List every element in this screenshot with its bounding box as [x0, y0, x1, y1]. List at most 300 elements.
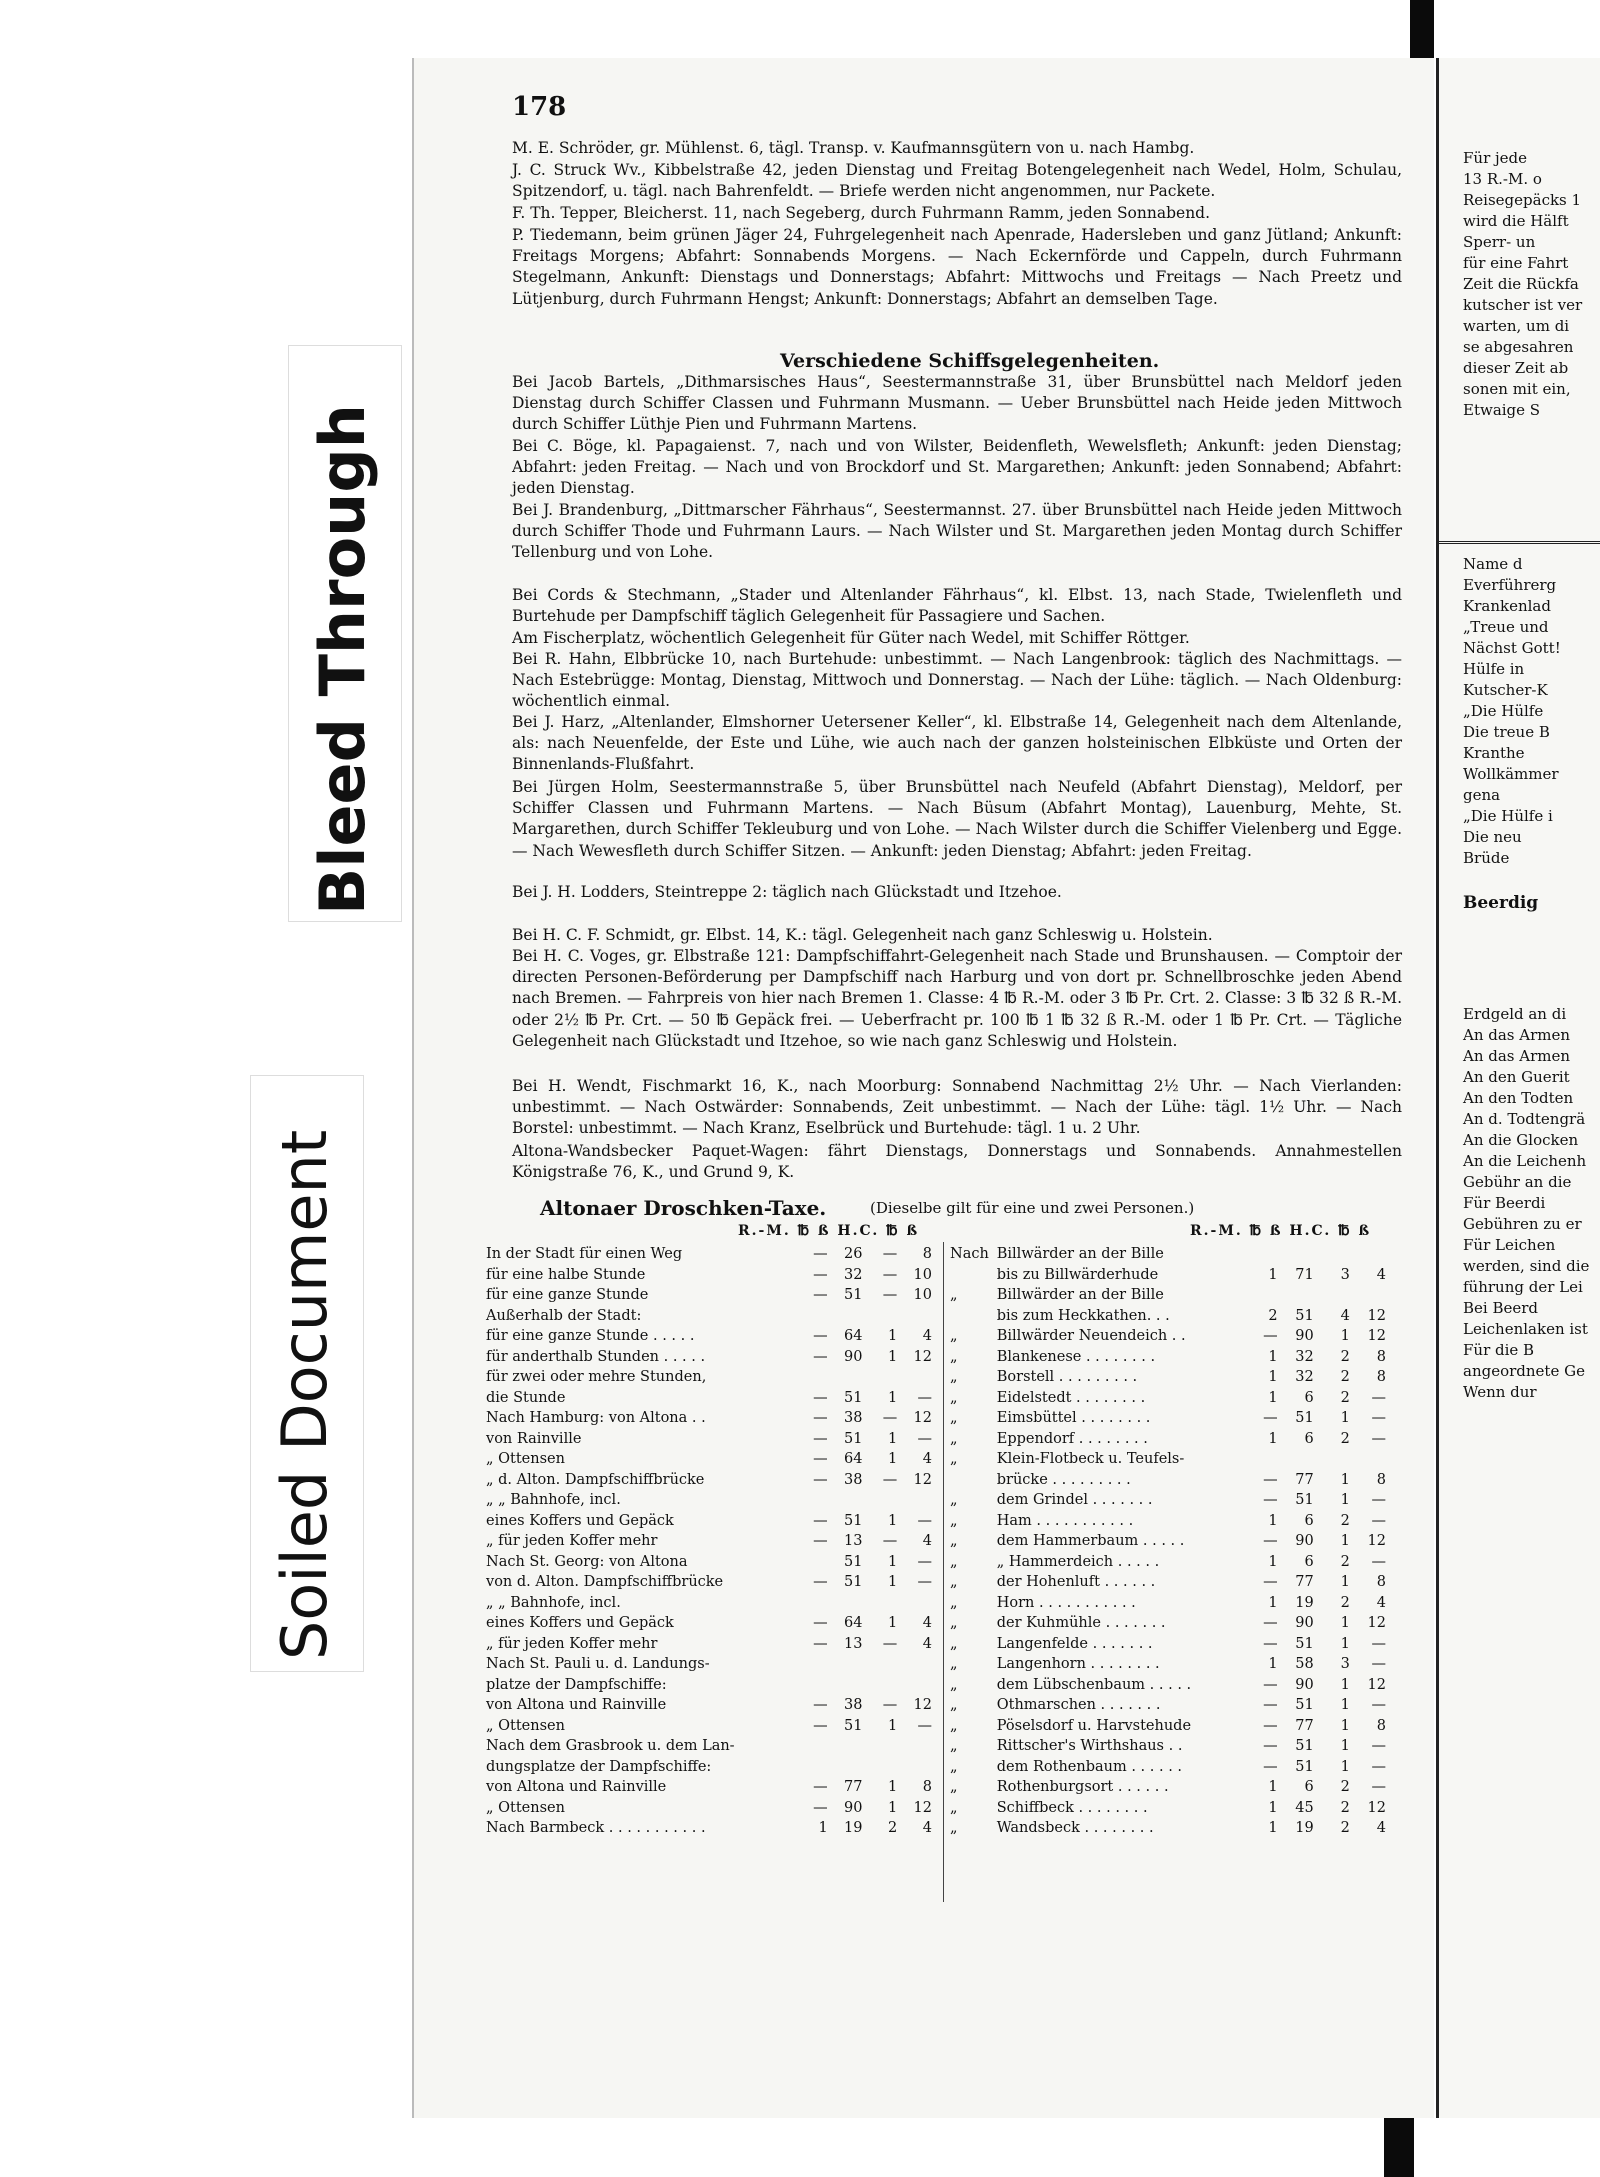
taxe-cell: 2	[1340, 1779, 1350, 1796]
taxe-cell	[864, 1736, 899, 1757]
adjacent-page-line: 13 R.-M. o	[1463, 170, 1542, 188]
section-heading: Verschiedene Schiffsgelegenheiten.	[780, 350, 1160, 372]
taxe-cell: für eine ganze Stunde . . . . .	[486, 1328, 695, 1345]
taxe-row	[948, 1244, 1388, 1265]
taxe-cell: Horn . . . . . . . . . . .	[996, 1594, 1136, 1611]
taxe-cell: 51	[1295, 1307, 1314, 1324]
taxe-cell: 4	[922, 1635, 932, 1652]
taxe-cell	[1243, 1285, 1279, 1306]
taxe-cell: 32	[1295, 1348, 1314, 1365]
taxe-cell: 2	[1268, 1307, 1278, 1324]
adjacent-page-bottom-text	[1439, 1004, 1600, 1403]
taxe-cell: 51	[843, 1512, 863, 1529]
taxe-cell: Billwärder an der Bille	[996, 1287, 1164, 1304]
taxe-cell: 1	[1340, 1574, 1350, 1591]
ship-paragraph: Bei Jürgen Holm, Seestermannstraße 5, über Brunsbüttel nach Neufeld (Abfahrt Dienstag), Meldorf, per Schiffer Classen und Fuhrmann Martens. — Nach Büsum (Abfahrt Montag), Lauenburg, Mehte, St. Margarethen, durch Schiffer Tekleuburg und von Lohe. — Nach Wilster durch die Schiffer Vielenberg und Egge. — Nach Wewesfleth durch Schiffer Sitzen. — Ankunft: jeden Dienstag; Abfahrt: jeden Freitag.	[512, 778, 1402, 860]
taxe-cell: 12	[913, 1348, 932, 1365]
taxe-cell: —	[1263, 1676, 1278, 1693]
taxe-row	[484, 1306, 934, 1327]
taxe-cell	[864, 1490, 899, 1511]
taxe-cell	[795, 1654, 830, 1675]
taxe-cell: „	[950, 1492, 958, 1509]
adjacent-page-line: Für Beerdi	[1463, 1194, 1546, 1212]
taxe-cell: —	[1371, 1492, 1386, 1509]
taxe-row	[948, 1388, 1388, 1409]
taxe-cell: —	[917, 1553, 932, 1570]
taxe-cell: Nach Barmbeck . . . . . . . . . . .	[486, 1820, 706, 1837]
taxe-cell: „ Hammerdeich . . . . .	[996, 1553, 1160, 1570]
taxe-cell: 51	[1295, 1410, 1314, 1427]
taxe-cell: 1	[818, 1820, 828, 1837]
taxe-cell	[864, 1306, 899, 1327]
taxe-cell: platze der Dampfschiffe:	[486, 1676, 667, 1693]
taxe-row	[948, 1593, 1388, 1614]
taxe-cell: 45	[1295, 1799, 1314, 1816]
taxe-row	[484, 1552, 934, 1573]
adjacent-page-line: Für jede	[1463, 149, 1528, 167]
taxe-cell: —	[813, 1635, 828, 1652]
taxe-cell: Ham . . . . . . . . . . .	[996, 1512, 1134, 1529]
taxe-cell: Eimsbüttel . . . . . . . .	[996, 1410, 1151, 1427]
adjacent-page-line: se abgesahren	[1463, 338, 1574, 356]
taxe-cell: —	[1263, 1615, 1278, 1632]
ship-paragraph: Bei C. Böge, kl. Papagaienst. 7, nach und von Wilster, Beidenfleth, Wewelsfleth; Ankunft: jeden Dienstag; Abfahrt: jeden Freitag. — Nach und von Brockdorf und St. Margarethen; Ankunft: jeden Sonnabend; Abfahrt: jeden Dienstag.	[512, 437, 1402, 498]
taxe-cell: 1	[1340, 1328, 1350, 1345]
taxe-cell: 8	[922, 1779, 932, 1796]
taxe-cell: „	[950, 1594, 958, 1611]
taxe-row	[484, 1654, 934, 1675]
taxe-cell: 2	[1340, 1348, 1350, 1365]
taxe-cell: —	[882, 1635, 898, 1652]
taxe-cell: der Hohenluft . . . . . .	[996, 1574, 1156, 1591]
taxe-row	[484, 1470, 934, 1491]
taxe-cell: Blankenese . . . . . . . .	[996, 1348, 1156, 1365]
taxe-cell	[948, 1265, 995, 1286]
taxe-cell	[830, 1306, 865, 1327]
ship-paragraph: Bei Cords & Stechmann, „Stader und Altenlander Fährhaus“, kl. Elbst. 13, nach Stade, Twielenfleth und Burtehude per Dampfschiff täglich Gelegenheit für Passagiere und Sachen.	[512, 586, 1402, 626]
taxe-cell: Eidelstedt . . . . . . . .	[996, 1389, 1146, 1406]
taxe-cell: 2	[1340, 1799, 1350, 1816]
ship-paragraph: Bei Jacob Bartels, „Dithmarsisches Haus“, Seestermannstraße 31, über Brunsbüttel nach Meldorf jeden Dienstag durch Schiffer Classen und Fuhrmann Musmann. — Ueber Brunsbüttel nach Heide jeden Mittwoch durch Schiffer Lüthje Pien und Fuhrmann Martens.	[512, 373, 1402, 434]
taxe-title: Altonaer Droschken-Taxe.	[540, 1196, 827, 1220]
adjacent-page-line: Etwaige S	[1463, 401, 1541, 419]
taxe-cell: Rittscher's Wirthshaus . .	[996, 1738, 1183, 1755]
taxe-row	[484, 1388, 934, 1409]
taxe-cell	[830, 1757, 865, 1778]
taxe-cell: —	[882, 1533, 898, 1550]
adjacent-page-line: werden, sind die	[1463, 1257, 1590, 1275]
taxe-cell: 3	[1340, 1656, 1350, 1673]
taxe-cell	[1352, 1244, 1388, 1265]
taxe-cell	[795, 1675, 830, 1696]
soiled-document-label: Soiled Document	[268, 1129, 341, 1660]
taxe-row	[484, 1593, 934, 1614]
taxe-cell: —	[813, 1799, 828, 1816]
taxe-row	[948, 1716, 1388, 1737]
taxe-row	[948, 1675, 1388, 1696]
taxe-cell: —	[813, 1451, 828, 1468]
taxe-cell: 4	[1376, 1266, 1386, 1283]
taxe-cell: für zwei oder mehre Stunden,	[486, 1369, 707, 1386]
taxe-cell: 12	[1367, 1307, 1386, 1324]
taxe-cell: 32	[1295, 1369, 1314, 1386]
taxe-cell: 1	[887, 1512, 898, 1529]
taxe-row	[948, 1777, 1388, 1798]
taxe-cell: 6	[1304, 1779, 1314, 1796]
adjacent-page-line: Zeit die Rückfa	[1463, 275, 1579, 293]
taxe-cell: Nach Hamburg: von Altona . .	[486, 1410, 706, 1427]
taxe-cell: 64	[843, 1451, 863, 1468]
taxe-cell: —	[882, 1410, 898, 1427]
taxe-row	[484, 1613, 934, 1634]
taxe-cell: 19	[1295, 1594, 1314, 1611]
taxe-cell	[1316, 1244, 1352, 1265]
taxe-cell: 12	[1367, 1328, 1386, 1345]
taxe-row	[948, 1470, 1388, 1491]
taxe-cell: —	[813, 1328, 828, 1345]
adjacent-page-line: Sperr- un	[1463, 233, 1536, 251]
taxe-cell: Wandsbeck . . . . . . . .	[996, 1820, 1154, 1837]
adjacent-page-table-line: Everführerg	[1463, 576, 1557, 594]
taxe-cell: —	[1263, 1533, 1278, 1550]
taxe-cell: —	[1371, 1389, 1386, 1406]
taxe-cell: 1	[887, 1717, 898, 1734]
taxe-cell: 77	[843, 1779, 863, 1796]
taxe-cell	[1243, 1449, 1279, 1470]
taxe-row	[484, 1798, 934, 1819]
taxe-cell: „	[950, 1410, 958, 1427]
taxe-cell: —	[1263, 1574, 1278, 1591]
taxe-cell: 4	[1376, 1820, 1386, 1837]
taxe-cell: 12	[913, 1410, 932, 1427]
taxe-cell: „	[950, 1676, 958, 1693]
taxe-cell: 19	[843, 1820, 863, 1837]
taxe-row	[948, 1818, 1388, 1839]
taxe-cell: „	[950, 1635, 958, 1652]
taxe-cell: 1	[1340, 1635, 1350, 1652]
taxe-row	[484, 1408, 934, 1429]
taxe-cell: —	[813, 1266, 828, 1283]
taxe-cell	[864, 1593, 899, 1614]
taxe-row	[484, 1367, 934, 1388]
taxe-cell: „	[950, 1328, 958, 1345]
taxe-cell: 1	[1340, 1738, 1350, 1755]
taxe-row	[948, 1449, 1388, 1470]
taxe-cell: 1	[1340, 1758, 1350, 1775]
taxe-cell: 1	[887, 1574, 898, 1591]
taxe-cell: dem Rothenbaum . . . . . .	[996, 1758, 1183, 1775]
taxe-cell: 51	[1295, 1697, 1314, 1714]
taxe-cell: für eine ganze Stunde	[486, 1287, 649, 1304]
taxe-row	[948, 1490, 1388, 1511]
taxe-row	[484, 1818, 934, 1839]
taxe-cell: die Stunde	[486, 1389, 566, 1406]
taxe-cell: Rothenburgsort . . . . . .	[996, 1779, 1169, 1796]
taxe-cell: 1	[887, 1348, 898, 1365]
adjacent-page-line: An den Todten	[1463, 1089, 1574, 1107]
taxe-cell: bis zum Heckkathen. . .	[996, 1307, 1170, 1324]
adjacent-page-table-line: gena	[1463, 786, 1501, 804]
taxe-cell: —	[1263, 1635, 1278, 1652]
adjacent-page-line: Gebühr an die	[1463, 1173, 1572, 1191]
page-number: 178	[512, 92, 567, 122]
taxe-cell: —	[1263, 1717, 1278, 1734]
ship-paragraph: Altona-Wandsbecker Paquet-Wagen: fährt Dienstags, Donnerstags und Sonnabends. Annahmestellen Königstraße 76, K., und Grund 9, K.	[512, 1142, 1402, 1182]
taxe-cell	[948, 1306, 995, 1327]
taxe-row	[484, 1490, 934, 1511]
taxe-cell: 2	[1340, 1389, 1350, 1406]
ship-paragraph: Bei H. Wendt, Fischmarkt 16, K., nach Moorburg: Sonnabend Nachmittag 2½ Uhr. — Nach Vierlanden: unbestimmt. — Nach Ostwärder: Sonnabends, Zeit unbestimmt. — Nach der Lühe: tägl. 1½ Uhr. — Nach Borstel: unbestimmt. — Nach Kranz, Eselbrück und Burtehude: tägl. 1 u. 2 Uhr.	[512, 1077, 1402, 1138]
taxe-row	[484, 1777, 934, 1798]
taxe-row	[948, 1634, 1388, 1655]
adjacent-page-table-line: Wollkämmer	[1463, 765, 1559, 783]
taxe-cell: „	[950, 1533, 958, 1550]
taxe-cell: 1	[1340, 1533, 1350, 1550]
taxe-cell: —	[813, 1615, 828, 1632]
taxe-cell: —	[1263, 1738, 1278, 1755]
taxe-cell: —	[1263, 1697, 1278, 1714]
taxe-table-left	[484, 1244, 934, 1839]
taxe-row	[484, 1511, 934, 1532]
taxe-row	[484, 1347, 934, 1368]
taxe-cell: 51	[1295, 1738, 1314, 1755]
taxe-note: (Dieselbe gilt für eine und zwei Personen.)	[870, 1199, 1195, 1217]
taxe-cell: —	[882, 1697, 898, 1714]
adjacent-page-line: Bei Beerd	[1463, 1299, 1539, 1317]
taxe-cell	[899, 1490, 934, 1511]
taxe-cell: Nach dem Grasbrook u. dem Lan-	[486, 1738, 735, 1755]
taxe-cell: Billwärder an der Bille	[996, 1246, 1164, 1263]
taxe-cell: 1	[1268, 1512, 1278, 1529]
adjacent-page-table-line: Die neu	[1463, 828, 1522, 846]
adjacent-page-table-line: „Die Hülfe i	[1463, 807, 1553, 825]
taxe-cell: 38	[843, 1410, 863, 1427]
taxe-cell: 51	[843, 1389, 863, 1406]
taxe-cell: 1	[887, 1430, 898, 1447]
taxe-cell: 10	[913, 1266, 932, 1283]
taxe-cell	[830, 1675, 865, 1696]
taxe-cell: 8	[1376, 1348, 1386, 1365]
taxe-cell: —	[813, 1410, 828, 1427]
taxe-cell: 77	[1295, 1717, 1314, 1734]
taxe-cell: 1	[1268, 1389, 1278, 1406]
taxe-cell: 4	[922, 1533, 932, 1550]
taxe-row	[948, 1367, 1388, 1388]
taxe-cell: Billwärder Neuendeich . .	[996, 1328, 1186, 1345]
taxe-cell: 13	[843, 1533, 863, 1550]
taxe-column-header-right: R.-M. ℔ ß H.C. ℔ ß	[1190, 1223, 1372, 1239]
taxe-cell: 1	[1268, 1369, 1278, 1386]
taxe-cell: „ Ottensen	[486, 1717, 565, 1734]
taxe-cell: —	[1263, 1758, 1278, 1775]
adjacent-page-table-line: Brüde	[1463, 849, 1510, 867]
taxe-cell: 1	[1268, 1799, 1278, 1816]
taxe-cell: —	[1371, 1410, 1386, 1427]
taxe-cell	[1280, 1244, 1316, 1265]
adjacent-page-line: führung der Lei	[1463, 1278, 1583, 1296]
taxe-cell: 64	[843, 1328, 863, 1345]
taxe-cell: 10	[913, 1287, 932, 1304]
taxe-cell: 8	[1376, 1369, 1386, 1386]
taxe-row	[484, 1675, 934, 1696]
taxe-cell: 1	[1268, 1430, 1278, 1447]
taxe-cell: 6	[1304, 1389, 1314, 1406]
ship-paragraph: Bei H. C. F. Schmidt, gr. Elbst. 14, K.: tägl. Gelegenheit nach ganz Schleswig u. Holstein.	[512, 926, 1213, 944]
adjacent-page-line: An die Glocken	[1463, 1131, 1579, 1149]
taxe-cell	[864, 1675, 899, 1696]
taxe-cell: 1	[887, 1553, 898, 1570]
taxe-cell: 8	[1376, 1471, 1386, 1488]
taxe-cell: —	[1371, 1758, 1386, 1775]
taxe-cell: —	[1371, 1697, 1386, 1714]
taxe-cell: 2	[887, 1820, 898, 1837]
taxe-cell: 4	[922, 1820, 932, 1837]
taxe-cell: Klein-Flotbeck u. Teufels-	[996, 1451, 1185, 1468]
taxe-row	[484, 1244, 934, 1265]
taxe-row	[484, 1695, 934, 1716]
taxe-row	[948, 1531, 1388, 1552]
taxe-cell: —	[1371, 1512, 1386, 1529]
taxe-row	[948, 1736, 1388, 1757]
taxe-cell: Nach St. Georg: von Altona	[486, 1553, 688, 1570]
taxe-cell	[899, 1654, 934, 1675]
adjacent-page-line: sonen mit ein,	[1463, 380, 1571, 398]
adjacent-page-line: Gebühren zu er	[1463, 1215, 1582, 1233]
taxe-cell	[899, 1367, 934, 1388]
taxe-row	[948, 1347, 1388, 1368]
taxe-cell: 4	[1376, 1594, 1386, 1611]
taxe-cell: —	[1371, 1738, 1386, 1755]
taxe-cell: —	[917, 1574, 932, 1591]
taxe-cell: 71	[1295, 1266, 1314, 1283]
taxe-cell: —	[813, 1574, 828, 1591]
taxe-cell: 1	[887, 1389, 898, 1406]
taxe-row	[948, 1572, 1388, 1593]
taxe-cell	[830, 1654, 865, 1675]
taxe-cell: —	[917, 1512, 932, 1529]
taxe-cell: 90	[1295, 1676, 1314, 1693]
taxe-cell: eines Koffers und Gepäck	[486, 1512, 674, 1529]
taxe-cell: von d. Alton. Dampfschiffbrücke	[486, 1574, 724, 1591]
taxe-cell: —	[917, 1389, 932, 1406]
taxe-cell: 51	[843, 1574, 863, 1591]
taxe-cell: —	[813, 1697, 828, 1714]
taxe-cell: 12	[913, 1697, 932, 1714]
taxe-row	[948, 1306, 1388, 1327]
taxe-cell: Borstell . . . . . . . . .	[996, 1369, 1138, 1386]
taxe-cell: „ Ottensen	[486, 1451, 565, 1468]
taxe-cell	[899, 1757, 934, 1778]
taxe-cell: —	[882, 1246, 898, 1263]
adjacent-page-table-line: Nächst Gott!	[1463, 639, 1561, 657]
taxe-cell: 90	[843, 1348, 863, 1365]
taxe-cell: —	[917, 1717, 932, 1734]
taxe-cell: 8	[922, 1246, 932, 1263]
taxe-cell: —	[1263, 1471, 1278, 1488]
taxe-table-right	[948, 1244, 1388, 1839]
adjacent-page-line: Erdgeld an di	[1463, 1005, 1567, 1023]
adjacent-page-table-line: Kutscher-K	[1463, 681, 1548, 699]
taxe-cell: „	[950, 1738, 958, 1755]
taxe-cell	[830, 1736, 865, 1757]
taxe-cell: 4	[922, 1615, 932, 1632]
taxe-cell: „	[950, 1348, 958, 1365]
taxe-row	[948, 1408, 1388, 1429]
taxe-cell: „ für jeden Koffer mehr	[486, 1533, 658, 1550]
taxe-cell	[830, 1367, 865, 1388]
taxe-cell: —	[813, 1389, 828, 1406]
taxe-cell: dungsplatze der Dampfschiffe:	[486, 1758, 712, 1775]
taxe-cell: 2	[1340, 1594, 1350, 1611]
taxe-cell: —	[1263, 1492, 1278, 1509]
taxe-cell: Nach	[950, 1246, 989, 1263]
adjacent-page-line: An den Guerit	[1463, 1068, 1570, 1086]
ship-paragraph: Bei H. C. Voges, gr. Elbstraße 121: Dampfschiffahrt-Gelegenheit nach Stade und Brunshausen. — Comptoir der directen Personen-Beförderung per Dampfschiff nach Harburg und von dort pr. Schnellbroschke jeden Abend nach Bremen. — Fahrpreis von hier nach Bremen 1. Classe: 4 ℔ R.-M. oder 3 ℔ Pr. Crt. 2. Classe: 3 ℔ 32 ß R.-M. oder 2½ ℔ Pr. Crt. — 50 ℔ Gepäck frei. — Ueberfracht pr. 100 ℔ 1 ℔ 32 ß R.-M. oder 1 ℔ Pr. Crt. — Tägliche Gelegenheit nach Glückstadt und Itzehoe, so wie nach ganz Schleswig und Holstein.	[512, 947, 1402, 1050]
taxe-cell: 51	[1295, 1635, 1314, 1652]
taxe-cell: In der Stadt für einen Weg	[486, 1246, 683, 1263]
taxe-cell: 38	[843, 1697, 863, 1714]
taxe-cell: 51	[843, 1553, 863, 1570]
taxe-row	[948, 1429, 1388, 1450]
taxe-cell: „	[950, 1697, 958, 1714]
taxe-cell	[795, 1490, 830, 1511]
taxe-cell: für eine halbe Stunde	[486, 1266, 646, 1283]
taxe-cell: 64	[843, 1615, 863, 1632]
taxe-cell: 90	[1295, 1328, 1314, 1345]
adjacent-page-table-line: Kranthe	[1463, 744, 1525, 762]
taxe-cell: 12	[1367, 1615, 1386, 1632]
taxe-cell	[1243, 1244, 1279, 1265]
taxe-row	[948, 1798, 1388, 1819]
taxe-cell: „	[950, 1553, 958, 1570]
taxe-cell	[795, 1757, 830, 1778]
taxe-cell: Nach St. Pauli u. d. Landungs-	[486, 1656, 710, 1673]
taxe-row	[484, 1285, 934, 1306]
taxe-cell: Langenfelde . . . . . . .	[996, 1635, 1153, 1652]
taxe-cell: 1	[887, 1615, 898, 1632]
taxe-cell: 1	[1268, 1820, 1278, 1837]
taxe-cell: —	[917, 1430, 932, 1447]
taxe-row	[484, 1265, 934, 1286]
taxe-cell: —	[882, 1266, 898, 1283]
taxe-cell	[864, 1757, 899, 1778]
taxe-cell: 4	[1340, 1307, 1350, 1324]
taxe-cell: —	[1371, 1430, 1386, 1447]
taxe-cell: 8	[1376, 1574, 1386, 1591]
taxe-cell	[830, 1490, 865, 1511]
taxe-cell: 51	[843, 1717, 863, 1734]
taxe-cell	[1352, 1449, 1388, 1470]
taxe-cell: 4	[922, 1328, 932, 1345]
taxe-column-header-left: R.-M. ℔ ß H.C. ℔ ß	[738, 1223, 920, 1239]
paragraph-tepper: F. Th. Tepper, Bleicherst. 11, nach Segeberg, durch Fuhrmann Ramm, jeden Sonnabend.	[512, 204, 1211, 222]
adjacent-page-table-line: Name d	[1463, 555, 1523, 573]
taxe-cell: „ für jeden Koffer mehr	[486, 1635, 658, 1652]
adjacent-page-line: angeordnete Ge	[1463, 1362, 1585, 1380]
taxe-cell	[795, 1736, 830, 1757]
taxe-cell: 51	[843, 1430, 863, 1447]
taxe-cell: 90	[843, 1799, 863, 1816]
taxe-cell: 1	[1268, 1779, 1278, 1796]
ship-paragraph: Am Fischerplatz, wöchentlich Gelegenheit für Güter nach Wedel, mit Schiffer Röttger.	[512, 629, 1190, 647]
taxe-cell	[795, 1552, 830, 1573]
taxe-row	[948, 1326, 1388, 1347]
adjacent-page-line: An das Armen	[1463, 1026, 1571, 1044]
taxe-row	[484, 1449, 934, 1470]
taxe-cell	[899, 1675, 934, 1696]
taxe-row	[484, 1429, 934, 1450]
taxe-row	[484, 1572, 934, 1593]
